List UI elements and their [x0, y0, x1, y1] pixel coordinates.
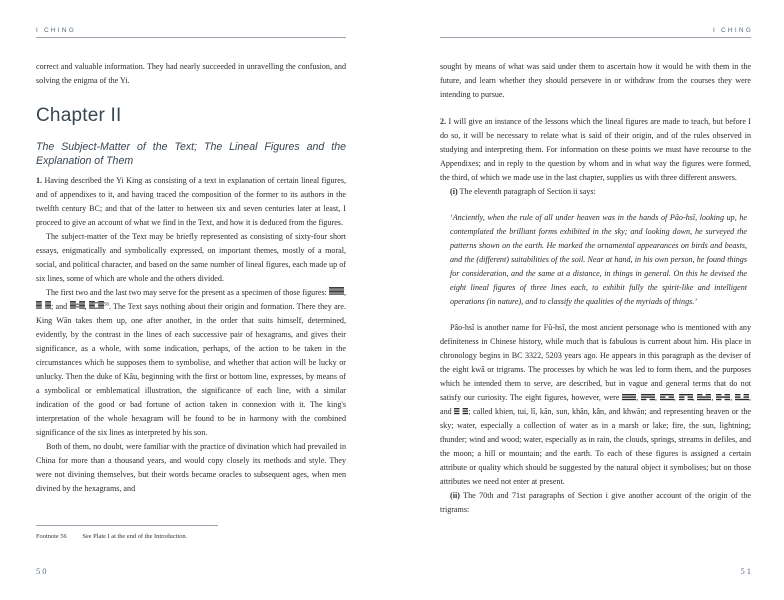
chapter-subheading [36, 141, 346, 168]
whole-line [70, 304, 85, 305]
whole-line [622, 396, 636, 397]
divided-line [36, 304, 42, 305]
hexagram-icon [89, 301, 104, 310]
separator: , [673, 393, 676, 402]
paragraph-text: Having described the Yi King as consisting of a text in explanation of certain lineal figures, and of appendixes to it, and having traced the composition of the former to its authors in the twelfth century BC; and that of the latter to between six and seven centuries later at least, I proceed to give an account of what we find in the Text, and how it is deduced from the figures. [36, 176, 346, 227]
block-quote: ‘Anciently, when the rule of all under heaven was in the hands of Pâo-hsî, looking up, he contemplated the brilliant forms exhibited in the sky; and looking down, he surveyed the patterns shown on the earth. He marked the ornamental appearances on birds and beasts, and the (different) suitabilities of the soil. Near at hand, in his own person, he found things for consideration, and the same at a distance, in things in general. On this he devised the eight lineal figures of three lines each, to exhibit fully the spirit-like and intelligent operations (in nature), and to classify the qualities of the myriads of things.’ [450, 213, 747, 306]
whole-line [641, 394, 655, 395]
divided-line [454, 408, 459, 409]
line-figure [641, 393, 658, 402]
running-head: I CHING [36, 27, 76, 34]
paragraph-continuation: sought by means of what was said under them to ascertain how it would be with them in the future, and learn whether they should persevere in or withdraw from the courses they were intending to pursue. [440, 62, 751, 99]
running-head: I CHING [713, 27, 753, 34]
right-body [440, 115, 751, 517]
line-figure [735, 394, 749, 401]
whole-line [660, 399, 674, 400]
subsection-number: (ii) [450, 491, 460, 500]
paragraph-text: ; called khien, tui, lî, kăn, sun, khân, kân, and khwăn; and representing heaven or the sky; water, especially a collection of water as in a marsh or lake; fire, the sun, lightning; thunder; wind and wood; water, especially as in rain, the clouds, springs, streams in defiles, and the moon; a hill or mountain; and the earth. To each of these figures is assigned a certain attribute or quality which should be suggested by the natural object it symbolises; but on those attributes we need not enter at present. [440, 407, 751, 486]
whole-line [329, 287, 344, 288]
whole-line [697, 399, 711, 400]
hexagram-icon [329, 287, 344, 296]
separator: , [636, 393, 639, 402]
trigram-icon [716, 393, 733, 402]
whole-line [735, 399, 749, 400]
divided-line [89, 301, 95, 302]
separator: , [730, 393, 733, 402]
paragraph-text: I will give an instance of the lessons which the lineal figures are made to teach, but before I do so, it will be necessary to relate what is said of their origin, and of the rules observed in studying and interpreting them. For information on these points we must have recourse to the Appendixes; and in reply to the question by whom and in what way the figures were formed, the third, of which we made use in the last chapter, supplies us with three different answers. [440, 117, 751, 182]
left-column [36, 60, 346, 88]
subsection-i [440, 185, 751, 199]
paragraph-continuation: correct and valuable information. They had nearly succeeded in unravelling the confusion, and solving the enigma of the Yi. [36, 62, 346, 85]
whole-line [641, 396, 655, 397]
section-number: 1. [36, 176, 43, 185]
divided-line [36, 306, 42, 307]
whole-line [329, 291, 344, 292]
divided-line [716, 399, 721, 400]
spacer [440, 199, 751, 211]
whole-line [329, 294, 344, 295]
chapter-body [36, 174, 346, 496]
separator: , [655, 393, 658, 402]
separator: , [711, 393, 714, 402]
separator: , [84, 302, 87, 311]
section-number: 2. [440, 117, 447, 126]
divided-line [679, 396, 684, 397]
trigram-icon [697, 393, 714, 402]
whole-line [716, 396, 730, 397]
whole-line [697, 396, 711, 397]
divided-line [454, 413, 459, 414]
page-number: 51 [740, 566, 753, 576]
paragraph-2 [440, 115, 751, 185]
separator: , and [440, 393, 752, 416]
line-figure [454, 408, 468, 415]
line-figure [70, 301, 85, 310]
line-figure [660, 394, 674, 401]
trigram-icon [679, 394, 693, 401]
divided-line [660, 396, 665, 397]
paragraph-2: The subject-matter of the Text may be briefly represented as consisting of sixty-four short essays, enigmatically and symbolically expressed, on important themes, mostly of a moral, social, and political character, and based on the same number of lineal figures, each made up of six lines, some of which are whole and the others divided. [36, 232, 346, 283]
chapter-title: Chapter II [36, 105, 122, 126]
divided-line [735, 396, 740, 397]
whole-line [329, 290, 344, 291]
line-figure [622, 393, 639, 402]
separator: , [692, 393, 695, 402]
divided-line [36, 302, 42, 303]
subsection-number: (i) [450, 187, 458, 196]
page-number: 50 [36, 566, 49, 576]
line-figure [716, 393, 733, 402]
footnote-label: Footnote 56 [36, 533, 67, 540]
divided-line [89, 304, 95, 305]
line-figure [697, 393, 714, 402]
line-figure [36, 301, 51, 310]
divided-line [716, 394, 721, 395]
hexagram-icon [36, 301, 51, 310]
footnote-text: See Plate I at the end of the Introduction. [82, 533, 188, 540]
paragraph-text: Pâo-hsî is another name for Fû-hsî, the most ancient personage who is mentioned with any definiteness in Chinese history, while much that is fabulous is current about him. His place in chronology begins in BC 3322, 5203 years ago. He appears in this paragraph as the deviser of the eight kwâ or trigrams. The processes by which he was led to form them, and the purposes which he intended them to serve, are described, but in vague and general terms that do not satisfy our curiosity. The eight figures, however, were [440, 323, 751, 402]
paragraph-3 [36, 286, 346, 440]
whole-line [89, 302, 104, 303]
line-figure [679, 394, 693, 401]
divided-line [70, 308, 76, 309]
footnote-rule [36, 525, 218, 526]
trigram-icon [660, 394, 674, 401]
spacer [440, 309, 751, 321]
right-page [392, 0, 784, 600]
paragraph-text: The 70th and 71st paragraphs of Section i give another account of the origin of the trigrams: [440, 491, 751, 514]
chapter-heading [36, 105, 346, 127]
trigram-icon [641, 393, 658, 402]
divided-line [36, 305, 42, 306]
paragraph-text: . The Text says nothing about their origin and formation. There they are. King Wăn takes them up, one after another, in the order that suits himself, determined, evidently, by the contrast in the lines of each successive pair of hexagrams, and gives their significance, as a whole, with some indication, perhaps, of the action to be taken in the circumstances which he supposes them to symbolise, and whether that action will be lucky or unlucky. Then the duke of Kâu, beginning with the first or bottom line, expresses, by means of a symbolical or emblematical illustration, the significance of each line, with a similar indication of the good or bad fortune of action taken in connexion with it. The king's interpretation of the whole hexagram will be found to be in harmony with the combined significance of the six lines as interpreted by his son. [36, 302, 346, 437]
divided-line [641, 399, 646, 400]
divided-line [454, 410, 459, 411]
footnote [36, 533, 187, 540]
paragraph-text: The first two and the last two may serve for the present as a specimen of those figures: [46, 288, 327, 297]
line-figure [89, 301, 104, 310]
whole-line [329, 288, 344, 289]
trigram-icon [622, 393, 639, 402]
whole-line [70, 306, 85, 307]
trigram-icon [454, 408, 468, 415]
footnote-marker[interactable]: 56 [103, 302, 109, 308]
divided-line [679, 399, 684, 400]
divided-line [36, 308, 42, 309]
whole-line [660, 394, 674, 395]
line-figure [329, 287, 344, 296]
header-rule [36, 37, 346, 38]
divided-line [735, 394, 740, 395]
whole-line [622, 399, 636, 400]
whole-line [622, 394, 636, 395]
whole-line [89, 308, 104, 309]
divided-line [89, 306, 95, 307]
whole-line [679, 394, 693, 395]
hexagram-icon [70, 301, 85, 310]
right-column [440, 60, 751, 102]
header-rule [440, 37, 751, 38]
divided-line [89, 305, 95, 306]
divided-line [70, 302, 76, 303]
divided-line [70, 301, 76, 302]
separator: , [343, 288, 346, 297]
divided-line [36, 301, 42, 302]
paragraph-1 [36, 174, 346, 230]
paragraph-3 [440, 321, 751, 489]
divided-line [70, 305, 76, 306]
trigram-icon [735, 394, 749, 401]
paragraph-text: The eleventh paragraph of Section ii says: [459, 187, 596, 196]
paragraph-4: Both of them, no doubt, were familiar with the practice of divination which had prevailed in China for more than a thousand years, and would copy closely its methods and style. They were not divining themselves, but their words became oracles to subsequent ages, when men divined by the hexagrams, and [36, 442, 346, 493]
separator: ; and [51, 302, 68, 311]
subsection-ii [440, 489, 751, 517]
divided-line [697, 394, 702, 395]
whole-line [329, 292, 344, 293]
chapter-subtitle: The Subject-Matter of the Text; The Lineal Figures and the Explanation of Them [36, 141, 346, 167]
